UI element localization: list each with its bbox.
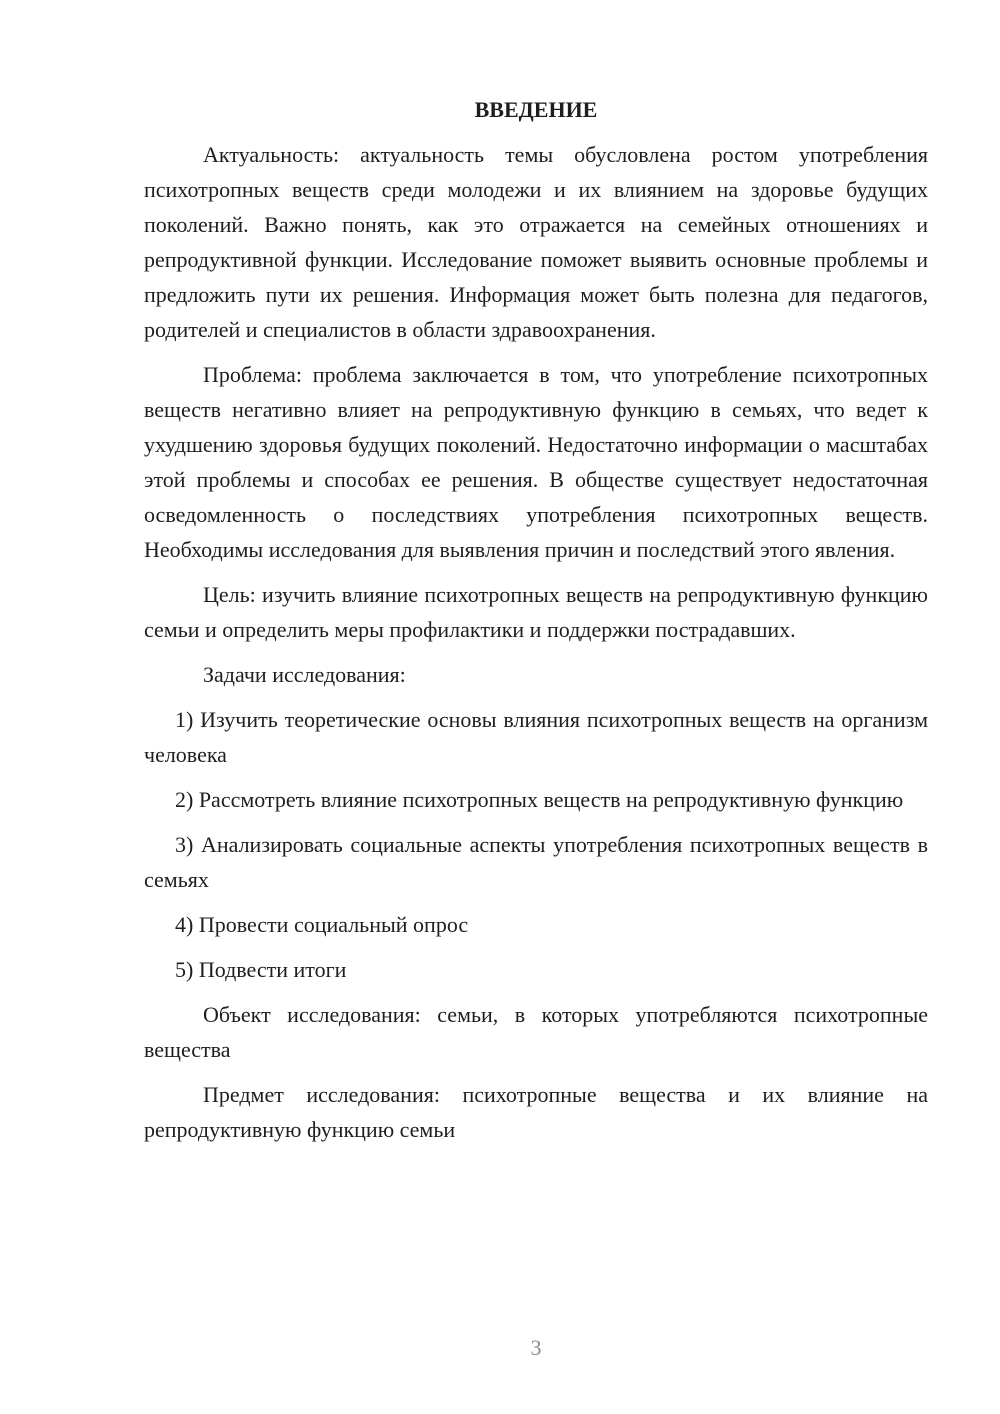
list-item: 5) Подвести итоги xyxy=(175,957,347,982)
page-number: 3 xyxy=(530,1335,542,1360)
problem-paragraph: Проблема: проблема заключается в том, что употребление психотропных веществ негативно влияет на репродуктивную функцию в семьях, что ведет к ухудшению здоровья будущих поколений. Недостаточно информации о масштабах этой проблемы и способах ее решения. В обществе существует недостаточная осведомленность о последствиях употребления психотропных веществ. Необходимы исследования для выявления причин и последствий этого явления. xyxy=(144,362,928,562)
goal-paragraph: Цель: изучить влияние психотропных веществ на репродуктивную функцию семьи и определить меры профилактики и поддержки пострадавших. xyxy=(144,582,928,642)
list-item: 1) Изучить теоретические основы влияния психотропных веществ на организм человека xyxy=(144,707,928,767)
tasks-heading: Задачи исследования: xyxy=(203,662,406,687)
list-item: 4) Провести социальный опрос xyxy=(175,912,469,937)
object-paragraph: Объект исследования: семьи, в которых употребляются психотропные вещества xyxy=(144,1002,928,1062)
page-title: ВВЕДЕНИЕ xyxy=(474,97,598,122)
relevance-paragraph: Актуальность: актуальность темы обусловлена ростом употребления психотропных веществ среди молодежи и их влиянием на здоровье будущих поколений. Важно понять, как это отражается на семейных отношениях и репродуктивной функции. Исследование поможет выявить основные проблемы и предложить пути их решения. Информация может быть полезна для педагогов, родителей и специалистов в области здравоохранения. xyxy=(144,142,928,342)
list-item: 2) Рассмотреть влияние психотропных веществ на репродуктивную функцию xyxy=(175,787,904,812)
list-item: 3) Анализировать социальные аспекты употребления психотропных веществ в семьях xyxy=(144,832,928,892)
document-body xyxy=(144,92,928,1157)
tasks-list xyxy=(144,702,928,987)
subject-paragraph: Предмет исследования: психотропные вещества и их влияние на репродуктивную функцию семьи xyxy=(144,1082,928,1142)
